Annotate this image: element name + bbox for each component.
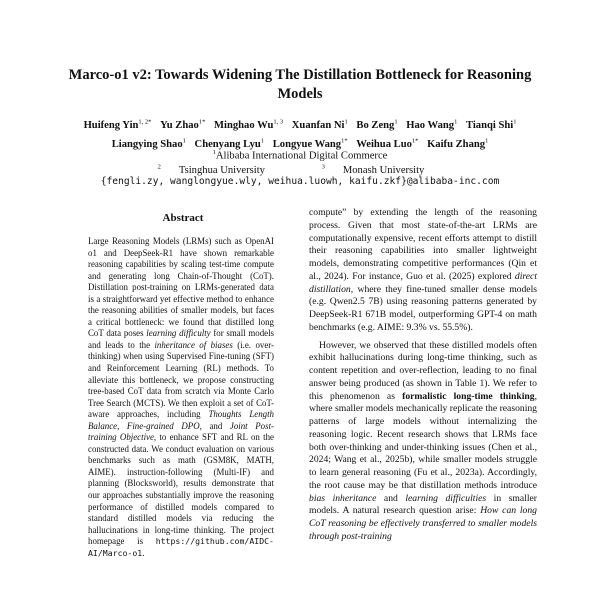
abstract-body: Large Reasoning Models (LRMs) such as OpenAI o1 and DeepSeek-R1 have shown remarkable reasoning capabilities by scaling test-time compute and generating long Chain-of-Thought (CoT). Distillation post-training on LRMs-generated data is a straightforward yet effective method to enhance the reasoning abilities of smaller models, but faces a critical bottleneck: we found that distilled long CoT data poses learning difficulty for small models and leads to the inheritance of biases (i.e. over-thinking) when using Supervised Fine-tuning (SFT) and Reinforcement Learning (RL) methods. To alleviate this bottleneck, we propose constructing tree-based CoT data from scratch via Monte Carlo Tree Search (MCTS). We then exploit a set of CoT-aware approaches, including Thoughts Length Balance, Fine-grained DPO, and Joint Post-training Objective, to enhance SFT and RL on the constructed data. We conduct evaluation on various benchmarks such as math (GSM8K, MATH, AIME). instruction-following (Multi-IF) and planning (Blocksworld), results demonstrate that our approaches substantially improve the reasoning performance of distilled models compared to standard distilled models via reducing the hallucinations in long-time thinking. The project homepage is https://github.com/AIDC-AI/Marco-o1.	[88, 236, 274, 558]
abstract-heading: Abstract	[162, 212, 204, 224]
author: Longyue Wang$^{1*}$	[272, 137, 348, 151]
intro-paragraph: However, we observed that these distilled models often exhibit hallucinations during long-time thinking, such as content repetition and over-reflection, leading to no final answer being produced (as shown in Table 1). We refer to this phenomenon as formalistic long-time thinking, where smaller models mechanically replicate the reasoning patterns of large models without internalizing the reasoning logic. Recent research shows that LRMs face both over-thinking and under-thinking issues (Chen et al., 2024; Wang et al., 2025b), while smaller models struggle to learn general reasoning (Fu et al., 2023a). Accordingly, the root cause may be that distillation methods introduce bias inheritance and learning difficulties in smaller models. A natural research question arise: How can long CoT reasoning be effectively transferred to smaller models through post-training	[309, 339, 537, 542]
author: Xuanfan Ni$^1$	[291, 118, 348, 131]
project-homepage-link[interactable]: https://github.com/AIDC-AI/Marco-o1	[88, 536, 274, 558]
author: Kaifu Zhang$^1$	[427, 137, 489, 151]
affiliation-1: $^1$Alibaba International Digital Commerce	[212, 149, 388, 162]
affiliation-2: $^2$ Tsinghua University	[157, 163, 265, 176]
author: Chenyang Lyu$^1$	[194, 137, 265, 151]
paper-title: Marco-o1 v2: Towards Widening The Distillation Bottleneck for Reasoning Models	[68, 67, 532, 102]
author: Hao Wang$^1$	[406, 118, 458, 131]
author: Yu Zhao$^{1*}$	[160, 118, 206, 131]
author: Tianqi Shi$^1$	[465, 118, 517, 131]
author: Weihua Luo$^{1*}$	[356, 137, 419, 151]
author-emails: {fengli.zy, wanglongyue.wly, weihua.luowh, kaifu.zkf}@alibaba-inc.com	[100, 176, 500, 187]
author: Minghao Wu$^{1, 3}$	[214, 118, 284, 131]
affiliation-3: $^3$ Monash University	[321, 163, 425, 176]
author: Huifeng Yin$^{1, 2*}$	[83, 118, 152, 131]
author: Bo Zeng$^1$	[356, 118, 398, 131]
intro-paragraph: compute” by extending the length of the reasoning process. Given that most state-of-the-art LRMs are computationally expensive, recent efforts attempt to distill their reasoning capabilities into smaller lightweight models, demonstrating competitive performances (Qin et al., 2024). For instance, Guo et al. (2025) explored direct distillation, where they fine-tuned smaller dense models (e.g. Qwen2.5 7B) using reasoning patterns generated by DeepSeek-R1 671B model, outperforming GPT-4 on math benchmarks (e.g. AIME: 9.3% vs. 55.5%).	[309, 207, 537, 333]
author: Liangying Shao$^1$	[111, 137, 186, 151]
intro-column	[309, 207, 537, 544]
